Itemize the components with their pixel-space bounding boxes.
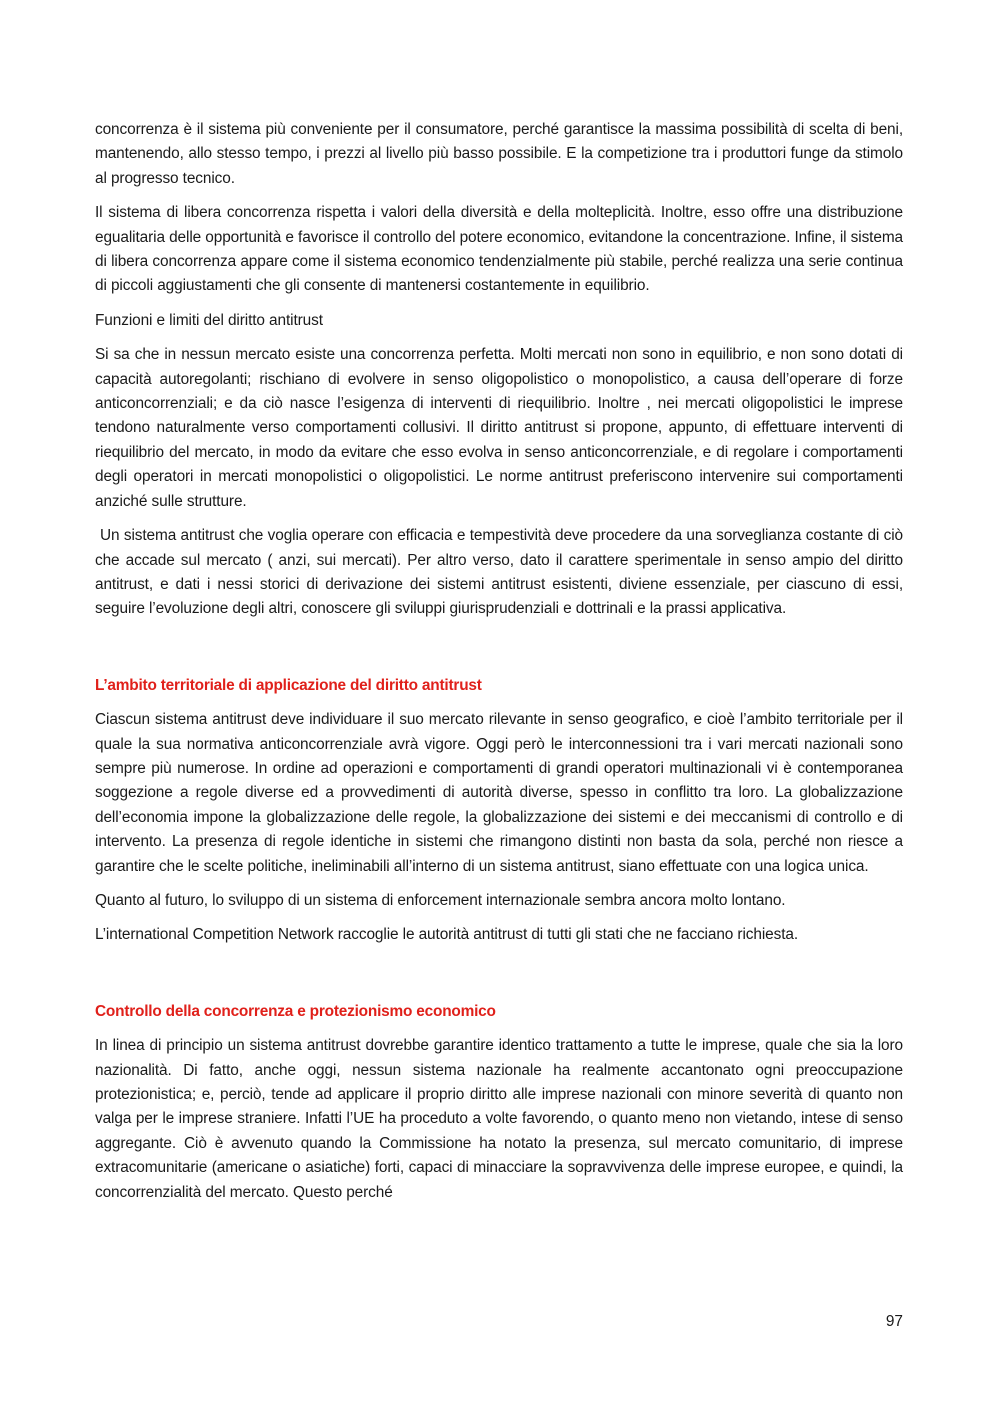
paragraph: concorrenza è il sistema più conveniente per il consumatore, perché garantisce la massima possibilità di scelta di beni, mantenendo, allo stesso tempo, i prezzi al livello più basso possibile. E la competizione tra i produttori funge da stimolo al progresso tecnico.: [95, 121, 903, 187]
section-heading: L’ambito territoriale di applicazione del diritto antitrust: [95, 676, 482, 694]
paragraph: Un sistema antitrust che voglia operare con efficacia e tempestività deve procedere da una sorveglianza costante di ciò che accade sul mercato ( anzi, sui mercati). Per altro verso, dato il carattere sperimentale in senso ampio del diritto antitrust, e dati i nessi storici di derivazione dei sistemi antitrust esistenti, diviene essenziale, per ciascuno di essi, seguire l’evoluzione degli altri, conoscere gli sviluppi giurisprudenziali e dottrinali e la prassi applicativa.: [95, 527, 903, 618]
section-heading: Controllo della concorrenza e protezionismo economico: [95, 1002, 496, 1020]
subheading-plain: Funzioni e limiti del diritto antitrust: [95, 311, 323, 329]
spacer: [95, 632, 903, 674]
paragraph: L’international Competition Network raccoglie le autorità antitrust di tutti gli stati che ne facciano richiesta.: [95, 926, 799, 944]
paragraph: Il sistema di libera concorrenza rispetta i valori della diversità e della molteplicità. Inoltre, esso offre una distribuzione egualitaria delle opportunità e favorisce il controllo del potere economico, evitandone la concentrazione. Infine, il sistema di libera concorrenza appare come il sistema economico tendenzialmente più stabile, perché realizza una serie continua di piccoli aggiustamenti che gli consente di mantenersi costantemente in equilibrio.: [95, 204, 903, 295]
paragraph: Si sa che in nessun mercato esiste una concorrenza perfetta. Molti mercati non sono in equilibrio, e non sono dotati di capacità autoregolanti; rischiano di evolvere in senso oligopolistico o monopolistico, a causa dell’operare di forze anticoncorrenziali; e da ciò nasce l’esigenza di interventi di riequilibrio. Inoltre , nei mercati oligopolistici le imprese tendono naturalmente verso comportamenti collusivi. Il diritto antitrust si propone, appunto, di effettuare interventi di riequilibrio del mercato, in modo da evitare che esso evolva in senso anticoncorrenziale, e di regolare i comportamenti degli operatori in mercati monopolistici o oligopolistici. Le norme antitrust preferiscono intervenire sui comportamenti anziché sulle strutture.: [95, 346, 903, 510]
paragraph: Ciascun sistema antitrust deve individuare il suo mercato rilevante in senso geografico, e cioè l’ambito territoriale per il quale la sua normativa anticoncorrenziale avrà vigore. Oggi però le interconnessioni tra i vari mercati nazionali sono sempre più numerose. In ordine ad operazioni e comportamenti di grandi operatori multinazionali vi è contemporanea soggezione a regole diverse ed a provvedimenti di autorità diverse, spesso in conflitto tra loro. La globalizzazione dell’economia impone la globalizzazione delle regole, la globalizzazione dei sistemi e dei meccanismi di controllo e di intervento. La presenza di regole identiche in sistemi che rimangono distinti non basta da sola, perché non riesce a garantire che le scelte politiche, ineliminabili all’interno di un sistema antitrust, siano effettuate con una logica unica.: [95, 711, 903, 875]
paragraph: In linea di principio un sistema antitrust dovrebbe garantire identico trattamento a tutte le imprese, quale che sia la loro nazionalità. Di fatto, anche oggi, nessun sistema nazionale ha realmente accantonato ogni preoccupazione protezionistica; e, perciò, tende ad applicare il proprio diritto alle imprese nazionali con minore severità di quanto non valga per le imprese straniere. Infatti l’UE ha proceduto a volte favorendo, o quanto meno non vietando, intese di senso aggregante. Ciò è avvenuto quando la Commissione ha notato la presenza, sul mercato comunitario, di imprese extracomunitarie (americane o asiatiche) forti, capaci di minacciare la sopravvivenza delle imprese europee, e quindi, la concorrenzialità del mercato. Questo perché: [95, 1037, 903, 1201]
paragraph: Quanto al futuro, lo sviluppo di un sistema di enforcement internazionale sembra ancora molto lontano.: [95, 891, 786, 909]
page-number: 97: [885, 1313, 903, 1330]
spacer: [95, 958, 903, 1000]
document-page: [95, 118, 903, 1215]
